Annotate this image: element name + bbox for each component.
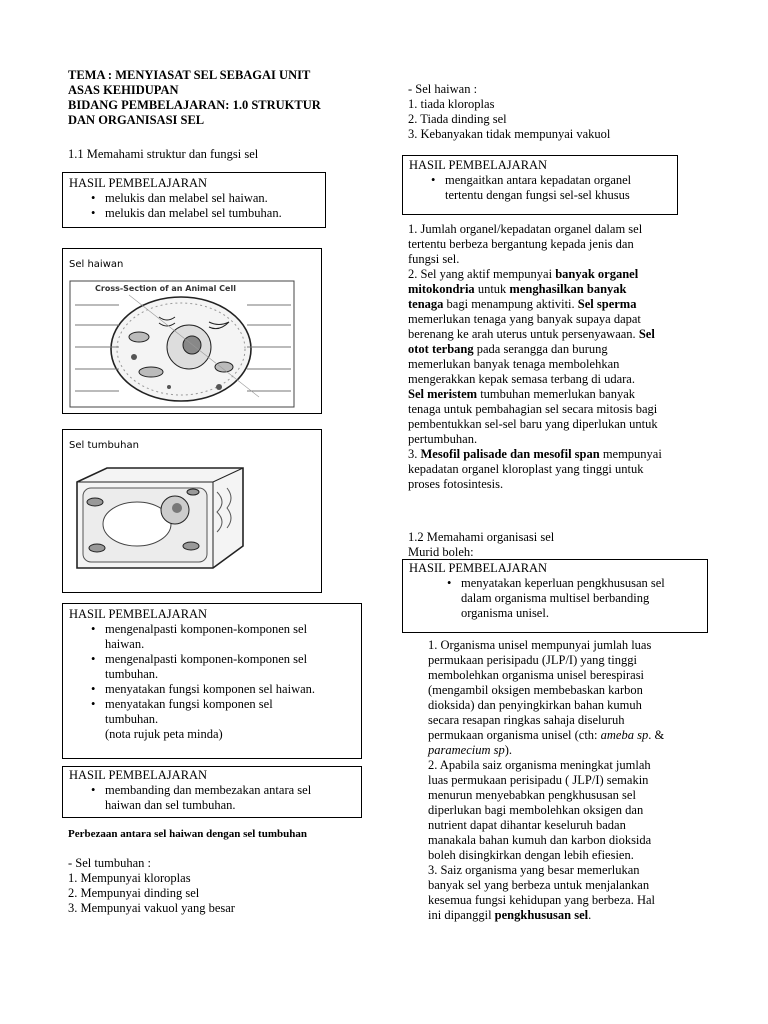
organel-density-text [408,222,698,492]
list-item: 3. Kebanyakan tidak mempunyai vakuol [408,127,611,141]
text-span: permukaan organisma unisel (cth: [428,728,601,742]
text-line: pembentukkan sel-sel baru yang diperlukan untuk [408,417,658,431]
list-item-text: tumbuhan. [105,712,159,726]
title-line: ASAS KEHIDUPAN [68,83,179,97]
title-line: DAN ORGANISASI SEL [68,113,205,127]
list-item [105,622,355,652]
text-span: tumbuhan memerlukan banyak [477,387,636,401]
list-item [105,697,355,742]
learning-outcome-box-2 [62,603,362,759]
text-line: (mengambil oksigen membebaskan karbon [428,683,643,697]
box-title: HASIL PEMBELAJARAN [69,607,208,621]
text-line [408,342,698,357]
list-item: 3. Mempunyai vakuol yang besar [68,901,235,915]
text-line: diperlukan bagi membolehkan oksigen dan [428,803,644,817]
learning-outcome-box-4 [402,155,678,215]
list-item [461,576,701,621]
list-item: • melukis dan melabel sel tumbuhan. [105,206,319,221]
text-span: ). [504,743,513,757]
text-line: mengerakkan kepak semasa terbang di udara. [408,372,635,386]
learning-outcome-box-3 [62,766,362,818]
text-line: kesemua fungsi kehidupan yang berbeza. Hal [428,893,656,907]
text-span: paramecium sp [428,743,505,757]
text-span: mempunyai [599,447,662,461]
learning-outcome-box-1 [62,172,326,228]
list-item [445,173,671,203]
text-line: tertentu berbeza bergantung kepada jenis dan [408,237,634,251]
text-line: secara resapan ringkas sahaja diseluruh [428,713,625,727]
text-line [408,297,698,312]
text-span: bagi menampung aktiviti. [443,297,578,311]
text-line: memerlukan banyak tenaga membolehkan [408,357,620,371]
box-title: HASIL PEMBELAJARAN [409,561,548,575]
list-item-text: tumbuhan. [105,667,159,681]
figure-label: Sel tumbuhan [69,440,139,451]
text-line: membolehkan organisma unisel berespirasi [428,668,645,682]
list-item: 1. tiada kloroplas [408,97,495,111]
text-line [408,387,698,402]
text-span: . [588,908,592,922]
list-item-text: membanding dan membezakan antara sel [105,783,312,797]
text-line [408,327,698,342]
text-line: luas permukaan perisipadu ( JLP/I) semakin [428,773,649,787]
list-item: • menyatakan fungsi komponen sel haiwan. [105,682,355,697]
text-line: pertumbuhan. [408,432,478,446]
text-span: banyak organel [555,267,639,281]
text-span: mitokondria [408,282,475,296]
text-line: nutrient dapat dihantar keseluruh badan [428,818,626,832]
text-span: otot terbang [408,342,474,356]
list-heading: - Sel haiwan : [408,82,478,96]
animal-cell-figure [62,248,322,414]
box-title: HASIL PEMBELAJARAN [69,768,208,782]
box-title: HASIL PEMBELAJARAN [409,158,548,172]
text-span: Sel [638,327,655,341]
text-span: . & [648,728,665,742]
text-line: 1. Organisma unisel mempunyai jumlah luas [428,638,652,652]
cell-organization-text [428,638,698,923]
learning-outcome-box-5 [402,559,708,633]
title-line: TEMA : MENYIASAT SEL SEBAGAI UNIT [68,68,311,82]
text-span: tenaga [408,297,444,311]
list-item-text: haiwan dan sel tumbuhan. [105,798,236,812]
text-line [428,908,698,923]
text-line: memerlukan tenaga yang banyak supaya dapat [408,312,641,326]
text-line [408,447,698,462]
text-line [428,743,698,758]
text-span: Sel meristem [408,387,478,401]
text-line: banyak sel yang berbeza untuk menjalankan [428,878,650,892]
animal-cell-list [408,82,610,142]
plant-cell-diagram [67,462,247,574]
list-item: 2. Mempunyai dinding sel [68,886,200,900]
list-item [105,652,355,682]
list-item-text: mengaitkan antara kepadatan organel [445,173,632,187]
text-line: permukaan perisipadu (JLP/I) yang tinggi [428,653,637,667]
text-line: tenaga untuk pembahagian sel secara mitosis bagi [408,402,658,416]
text-line: kepadatan organel kloroplast yang tinggi untuk [408,462,644,476]
text-line: 2. Apabila saiz organisma meningkat jumlah [428,758,651,772]
section-1-1-heading: 1.1 Memahami struktur dan fungsi sel [68,147,259,161]
text-line: manakala bahan kumuh dan karbon dioksida [428,833,652,847]
list-item: 2. Tiada dinding sel [408,112,507,126]
text-line: menurun menyebabkan pengkhususan sel [428,788,636,802]
text-span: berenang ke arah uterus untuk persenyawaan. [408,327,639,341]
text-span: pada serangga dan burung [473,342,608,356]
section-subtitle: Murid boleh: [408,545,474,559]
text-line [408,282,698,297]
list-item-text: menyatakan keperluan pengkhususan sel [461,576,665,590]
text-line: proses fotosintesis. [408,477,504,491]
title-line: BIDANG PEMBELAJARAN: 1.0 STRUKTUR [68,98,321,112]
text-line: fungsi sel. [408,252,460,266]
list-item-text: organisma unisel. [461,606,549,620]
text-span: pengkhususan sel [494,908,589,922]
text-span: 3. [408,447,421,461]
list-item-text: (nota rujuk peta minda) [105,727,223,741]
animal-cell-diagram [69,277,317,409]
comparison-heading: Perbezaan antara sel haiwan dengan sel tumbuhan [68,828,307,840]
list-item-text: menyatakan fungsi komponen sel [105,697,273,711]
text-line [428,728,698,743]
text-span: 2. Sel yang aktif mempunyai [408,267,556,281]
list-item-text: haiwan. [105,637,145,651]
figure-caption: Cross-Section of an Animal Cell [95,284,236,293]
text-span: untuk [474,282,510,296]
section-1-2-heading [408,530,554,560]
list-item-text: dalam organisma multisel berbanding [461,591,650,605]
list-item-text: tertentu dengan fungsi sel-sel khusus [445,188,630,202]
text-line: boleh disingkirkan dengan lebih efiesien. [428,848,634,862]
text-span: menghasilkan banyak [509,282,627,296]
list-item [105,783,355,813]
text-line: 1. Jumlah organel/kepadatan organel dalam sel [408,222,643,236]
text-line [408,267,698,282]
text-span: Sel sperma [577,297,637,311]
plant-cell-list [68,856,235,916]
page-title [68,68,368,128]
text-span: Mesofil palisade dan mesofil span [420,447,600,461]
text-line: 3. Saiz organisma yang besar memerlukan [428,863,640,877]
figure-label: Sel haiwan [69,259,124,270]
text-span: ini dipanggil [428,908,495,922]
list-item: 1. Mempunyai kloroplas [68,871,191,885]
list-heading: - Sel tumbuhan : [68,856,151,870]
list-item-text: mengenalpasti komponen-komponen sel [105,652,308,666]
text-line: dioksida) dan penyingkirkan bahan kumuh [428,698,642,712]
section-title: 1.2 Memahami organisasi sel [408,530,555,544]
plant-cell-figure [62,429,322,593]
list-item: • melukis dan melabel sel haiwan. [105,191,319,206]
list-item-text: mengenalpasti komponen-komponen sel [105,622,308,636]
text-span: ameba sp [600,728,649,742]
box-title: HASIL PEMBELAJARAN [69,176,208,190]
